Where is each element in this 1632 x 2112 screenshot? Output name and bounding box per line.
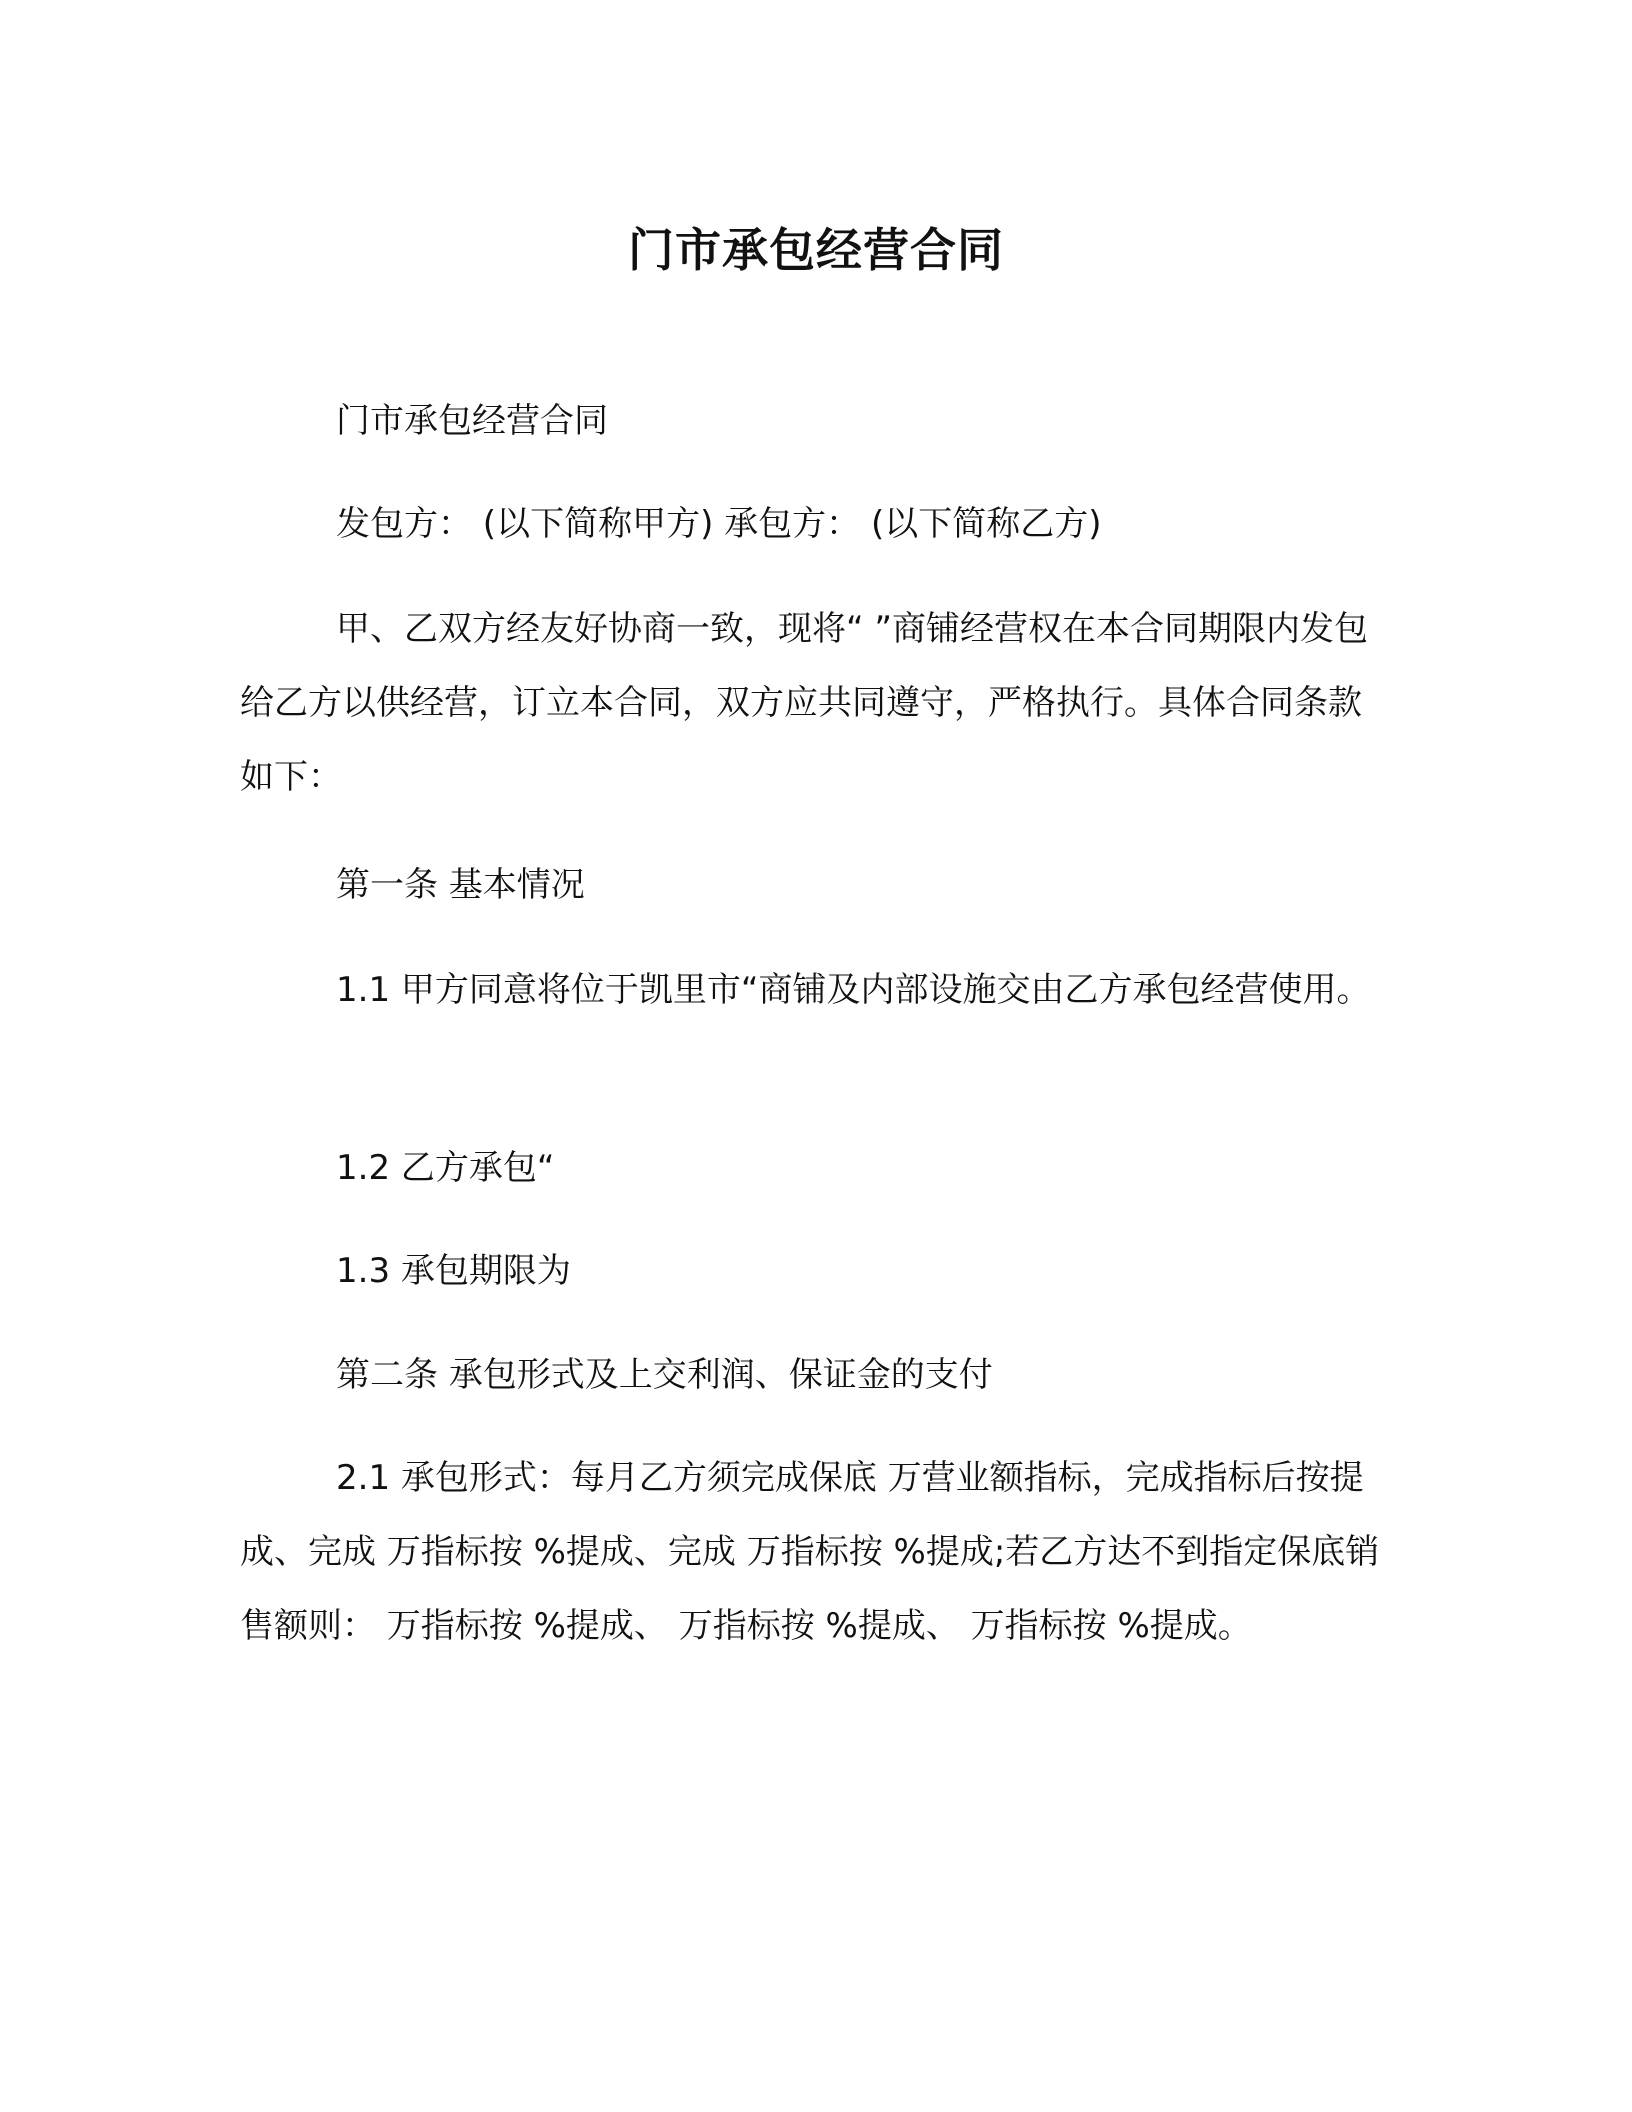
paragraph-heading-repeat: 门市承包经营合同 xyxy=(336,401,608,441)
document-title: 门市承包经营合同 xyxy=(628,223,1004,277)
paragraph-preamble: 甲、乙双方经友好协商一致，现将“ ”商铺经营权在本合同期限内发包给乙方以供经营，订立本合同，双方应共同遵守，严格执行。具体合同条款如下： xyxy=(240,609,1369,797)
paragraph-article-2-heading: 第二条 承包形式及上交利润、保证金的支付 xyxy=(336,1355,993,1395)
paragraph-clause-1-1: 1.1 甲方同意将位于凯里市“商铺及内部设施交由乙方承包经营使用。 xyxy=(336,970,1371,1010)
paragraph-parties: 发包方： (以下简称甲方) 承包方： (以下简称乙方) xyxy=(336,504,1102,544)
paragraph-clause-1-3: 1.3 承包期限为 xyxy=(336,1251,571,1291)
paragraph-article-1-heading: 第一条 基本情况 xyxy=(336,865,585,905)
paragraph-clause-2-1: 2.1 承包形式：每月乙方须完成保底 万营业额指标，完成指标后按提成、完成 万指标按 %提成、完成 万指标按 %提成;若乙方达不到指定保底销售额则： 万指标按 %提成、 万指标按 %提成、 万指标按 %提成。 xyxy=(240,1458,1380,1646)
paragraph-clause-1-2: 1.2 乙方承包“ xyxy=(336,1148,555,1188)
